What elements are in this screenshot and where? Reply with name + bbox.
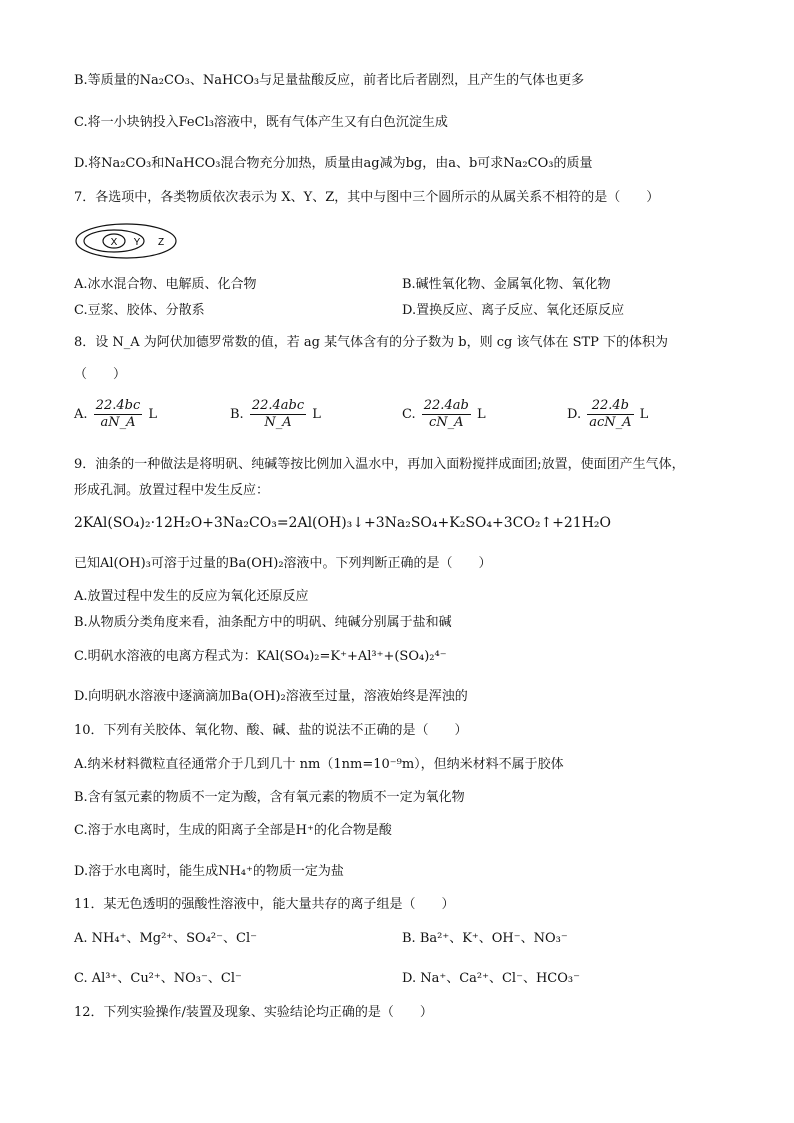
q9-equation: 2KAl(SO₄)₂·12H₂O+3Na₂CO₃=2Al(OH)₃↓+3Na₂SO₄+K₂SO₄+3CO₂↑+21H₂O bbox=[74, 515, 612, 531]
q6-option-d: D.将Na₂CO₃和NaHCO₃混合物充分加热，质量由ag减为bg，由a、b可求Na₂CO₃的质量 bbox=[74, 156, 593, 171]
q8-option-d bbox=[567, 398, 648, 431]
option-label: C. bbox=[402, 407, 416, 422]
q11-option-b: B. Ba²⁺、K⁺、OH⁻、NO₃⁻ bbox=[402, 931, 568, 946]
q9-stem-line1: 9．油条的一种做法是将明矾、纯碱等按比例加入温水中，再加入面粉搅拌成面团;放置，使面团产生气体， bbox=[74, 457, 685, 472]
denominator: aN_A bbox=[100, 415, 136, 430]
unit: L bbox=[312, 407, 321, 422]
q9-option-c: C.明矾水溶液的电离方程式为：KAl(SO₄)₂=K⁺+Al³⁺+(SO₄)₂⁴⁻ bbox=[74, 649, 447, 664]
numerator: 22.4ab bbox=[423, 398, 469, 413]
q9-stem-line2: 形成孔洞。放置过程中发生反应： bbox=[74, 483, 270, 498]
venn-diagram bbox=[74, 222, 184, 260]
q9-option-a: A.放置过程中发生的反应为氧化还原反应 bbox=[74, 589, 309, 604]
unit: L bbox=[476, 407, 486, 422]
unit: L bbox=[639, 407, 649, 422]
q9-option-d: D.向明矾水溶液中逐滴滴加Ba(OH)₂溶液至过量，溶液始终是浑浊的 bbox=[74, 689, 468, 704]
option-label: D. bbox=[567, 407, 582, 422]
denominator: acN_A bbox=[589, 415, 632, 430]
option-label: B. bbox=[230, 407, 244, 422]
venn-label-z: Z bbox=[157, 237, 165, 248]
q7-option-c: C.豆浆、胶体、分散系 bbox=[74, 303, 205, 318]
q11-option-c: C. Al³⁺、Cu²⁺、NO₃⁻、Cl⁻ bbox=[74, 971, 242, 986]
q10-option-a: A.纳米材料微粒直径通常介于几到几十 nm（1nm=10⁻⁹m），但纳米材料不属于胶体 bbox=[74, 757, 564, 772]
q12-stem: 12．下列实验操作/装置及现象、实验结论均正确的是（ ） bbox=[74, 1005, 433, 1020]
q8-option-c bbox=[402, 398, 486, 431]
q6-option-b: B.等质量的Na₂CO₃、NaHCO₃与足量盐酸反应，前者比后者剧烈，且产生的气体也更多 bbox=[74, 73, 585, 88]
numerator: 22.4bc bbox=[95, 398, 141, 413]
fraction bbox=[422, 398, 471, 431]
q7-stem: 7．各选项中，各类物质依次表示为 X、Y、Z，其中与图中三个圆所示的从属关系不相符的是（ ） bbox=[74, 190, 660, 205]
q7-option-a: A.冰水混合物、电解质、化合物 bbox=[74, 277, 257, 292]
q8-paren: （ ） bbox=[74, 367, 127, 382]
q8-option-a bbox=[74, 398, 157, 431]
option-label: A. bbox=[74, 407, 88, 422]
q7-option-d: D.置换反应、离子反应、氧化还原反应 bbox=[402, 303, 625, 318]
denominator: N_A bbox=[264, 415, 292, 430]
q10-option-c: C.溶于水电离时，生成的阳离子全部是H⁺的化合物是酸 bbox=[74, 823, 392, 838]
fraction bbox=[587, 398, 633, 431]
q11-option-d: D. Na⁺、Ca²⁺、Cl⁻、HCO₃⁻ bbox=[402, 971, 580, 986]
denominator: cN_A bbox=[429, 415, 464, 430]
q6-option-c: C.将一小块钠投入FeCl₃溶液中，既有气体产生又有白色沉淀生成 bbox=[74, 115, 448, 130]
q11-option-a: A. NH₄⁺、Mg²⁺、SO₄²⁻、Cl⁻ bbox=[74, 931, 257, 946]
venn-label-x: X bbox=[110, 237, 118, 248]
q8-option-b bbox=[230, 398, 321, 431]
fraction bbox=[250, 398, 306, 431]
numerator: 22.4b bbox=[587, 398, 633, 415]
q10-stem: 10．下列有关胶体、氧化物、酸、碱、盐的说法不正确的是（ ） bbox=[74, 723, 468, 738]
q9-option-b: B.从物质分类角度来看，油条配方中的明矾、纯碱分别属于盐和碱 bbox=[74, 615, 452, 630]
fraction bbox=[94, 398, 143, 431]
q8-stem: 8．设 N_A 为阿伏加德罗常数的值，若 ag 某气体含有的分子数为 b，则 cg 该气体在 STP 下的体积为 bbox=[74, 335, 669, 350]
q11-stem: 11．某无色透明的强酸性溶液中，能大量共存的离子组是（ ） bbox=[74, 897, 455, 912]
q7-option-b: B.碱性氧化物、金属氧化物、氧化物 bbox=[402, 277, 611, 292]
q10-option-b: B.含有氢元素的物质不一定为酸，含有氧元素的物质不一定为氧化物 bbox=[74, 790, 465, 805]
venn-label-y: Y bbox=[133, 237, 141, 248]
numerator: 22.4abc bbox=[251, 398, 305, 413]
q10-option-d: D.溶于水电离时，能生成NH₄⁺的物质一定为盐 bbox=[74, 864, 344, 879]
unit: L bbox=[148, 407, 158, 422]
q9-known: 已知Al(OH)₃可溶于过量的Ba(OH)₂溶液中。下列判断正确的是（ ） bbox=[74, 556, 492, 571]
